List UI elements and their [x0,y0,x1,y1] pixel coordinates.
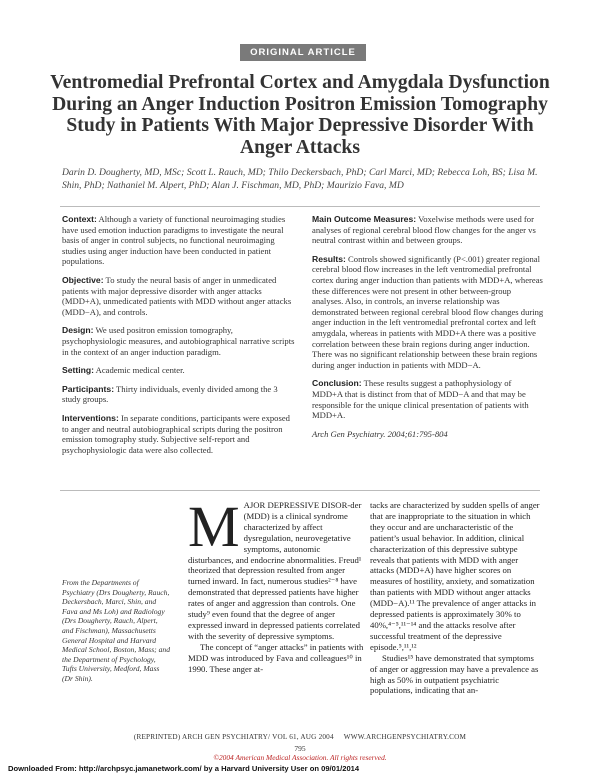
abstract-text: Controls showed significantly (P<.001) greater regional cerebral blood flow increases in the left ventromedial prefrontal cortex during anger induction than patients with MDD+A, whereas these differences were not present in other between-group analyses. Also, in controls, an inverse relationship was demonstrated between regional cerebral blood flow changes during anger induction in the left ventromedial prefrontal cortex and left amygdala, whereas in patients with MDD+A there was a positive correlation between these brain regions during anger induction. There was no significant relationship between these brain regions during anger induction in patients with MDD−A. [312,253,544,370]
abstract-context [62,214,298,267]
abstract-setting [62,365,298,376]
lead-in-caps: AJOR DEPRESSIVE DISOR- [243,500,351,510]
abstract-top-rule [60,206,540,207]
abstract-text: Voxelwise methods were used for analyses of regional cerebral blood flow changes for the anger vs neutral contrast within and between groups. [312,214,536,246]
abstract-text: We used positron emission tomography, psychophysiologic measures, and autobiographical narrative scripts in the context of an anger induction paradigm. [62,325,295,357]
abstract-objective [62,275,298,317]
drop-cap: M [188,494,240,559]
abstract-right-column [312,214,544,447]
footer-website-link[interactable]: WWW.ARCHGENPSYCHIATRY.COM [343,733,467,741]
abstract-heading: Participants: [62,383,115,394]
footer-journal: (REPRINTED) ARCH GEN PSYCHIATRY/ VOL 61, AUG 2004 [133,733,334,741]
abstract-left-column [62,214,298,463]
abstract-heading: Context: [62,214,97,224]
abstract-results [312,254,544,371]
abstract-heading: Conclusion: [312,378,362,389]
abstract-text: These results suggest a pathophysiology of MDD+A that is distinct from that of MDD−A and that may be responsible for the unique clinical presentation of patients with MDD+A. [312,378,529,421]
abstract-design [62,325,298,357]
body-column-right [370,500,542,696]
page-number: 795 [294,744,306,753]
download-notice: Downloaded From: http://archpsyc.jamanetwork.com/ by a Harvard University User on 09/01/2014 [8,764,360,773]
abstract-text: Although a variety of functional neuroimaging studies have used emotion induction paradigms to investigate the neural basis of anger in control subjects, no functional neuroimaging studies using anger induction have been conducted in patient populations. [62,214,286,267]
abstract-heading: Objective: [62,274,104,285]
abstract-text: To study the neural basis of anger in unmedicated patients with major depressive disorder with anger attacks (MDD+A), unmedicated patients with MDD without anger attacks (MDD−A), and controls. [62,274,292,317]
article-type-banner: ORIGINAL ARTICLE [240,44,366,61]
abstract-main-outcome [312,214,544,246]
author-list: Darin D. Dougherty, MD, MSc; Scott L. Rauch, MD; Thilo Deckersbach, PhD; Carl Marci, MD; Rebecca Loh, BS; Lisa M. Shin, PhD; Nathaniel M. Alpert, PhD; Alan J. Fischman, MD, PhD; Maurizio Fava, MD [62,167,538,191]
article-title: Ventromedial Prefrontal Cortex and Amygdala Dysfunction During an Anger Induction Positron Emission Tomography Study in Patients With Major Depressive Disorder With Anger Attacks [50,72,550,158]
abstract-bottom-rule [60,490,540,491]
body-column-middle [188,494,366,675]
body-text: der (MDD) is a clinical syndrome characterized by affect dysregulation, neurovegetative symptoms, autonomic disturbances, and endocrine abnormalities. Freud¹ theorized that depression resulted from anger turned inward. In fact, numerous studies²⁻⁸ have demonstrated that depressed patients have higher rates of anger and aggression than controls. One study⁹ even found that the degree of anger expressed inward in depressed patients correlated with the severity of depressive symptoms. [188,500,362,641]
abstract-heading: Interventions: [62,412,119,423]
abstract-heading: Main Outcome Measures: [312,214,417,224]
author-affiliations: From the Departments of Psychiatry (Drs Dougherty, Rauch, Deckersbach, Marci, Shin, and Fava and Ms Loh) and Radiology (Drs Dougherty, Rauch, Alpert, and Fischman), Massachusetts General Hospital and Harvard Medical School, Boston, Mass; and the Department of Psychology, Tufts University, Medford, Mass (Dr Shin). [62,578,170,683]
abstract-text: Thirty individuals, evenly divided among the 3 study groups. [62,383,278,405]
body-paragraph: The concept of “anger attacks” in patients with MDD was introduced by Fava and colleagues¹⁰ in 1990. These anger at- [188,641,364,674]
running-footer [100,733,500,741]
body-paragraph [188,494,366,642]
abstract-heading: Results: [312,253,346,264]
body-paragraph: Studies¹⁵ have demonstrated that symptoms of anger or aggression may have a prevalence as high as 50% in outpatient psychiatric populations, indicating that an- [370,652,539,696]
copyright-notice: ©2004 American Medical Association. All rights reserved. [213,753,387,762]
abstract-text: In separate conditions, participants were exposed to anger and neutral autobiographical scripts during the positron emission tomography study. Subjective self-report and psychophysiologic data were also collected. [62,412,290,455]
abstract-citation: Arch Gen Psychiatry. 2004;61:795-804 [312,428,448,439]
abstract-conclusion [312,378,544,420]
body-paragraph: tacks are characterized by sudden spells of anger that are inappropriate to the situation in which they occur and are uncharacteristic of the patient’s usual behavior. In addition, clinical characterization of this depressive subtype reveals that patients with MDD with anger attacks (MDD+A) have higher scores on measures of hostility, anxiety, and somatization than patients with MDD without anger attacks (MDD−A).¹¹ The prevalence of anger attacks in depressed patients is approximately 30% to 40%,⁴⁻⁵,¹¹⁻¹⁴ and the attacks resolve after successful treatment of the depressive episode.⁵,¹¹,¹² [370,500,540,652]
abstract-heading: Design: [62,325,94,336]
abstract-interventions [62,413,298,455]
abstract-heading: Setting: [62,365,94,376]
abstract-participants [62,384,298,405]
abstract-text: Academic medical center. [93,365,185,376]
